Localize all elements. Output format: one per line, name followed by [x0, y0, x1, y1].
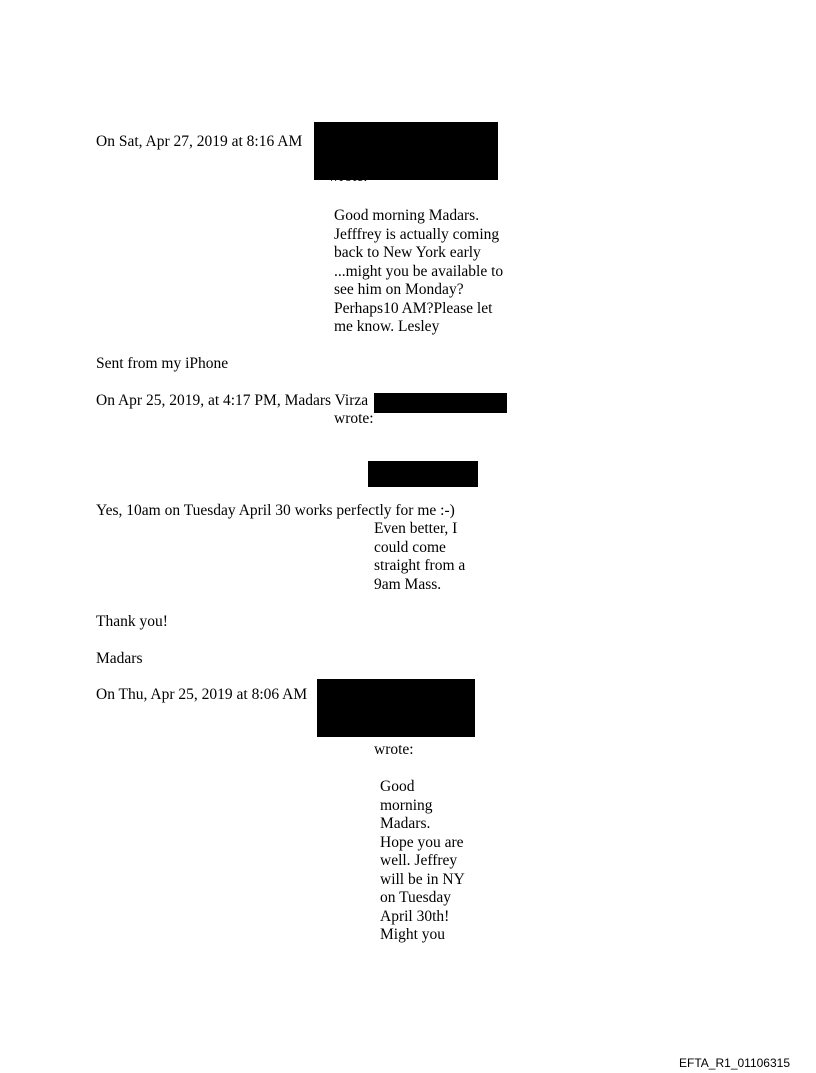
reply-thanks: Thank you!	[96, 613, 168, 630]
redaction-box	[314, 122, 498, 180]
email-header-date: On Apr 25, 2019, at 4:17 PM, Madars Virza	[96, 392, 369, 409]
reply-signature: Madars	[96, 650, 143, 667]
reply-line: Yes, 10am on Tuesday April 30 works perfectly for me :-)	[96, 502, 455, 519]
redaction-box	[317, 679, 475, 737]
email-header-wrote: wrote:	[374, 741, 414, 758]
redaction-box	[368, 461, 478, 487]
document-id-footer: EFTA_R1_01106315	[679, 1056, 790, 1070]
email-header-date: On Sat, Apr 27, 2019 at 8:16 AM	[96, 133, 303, 150]
redaction-box	[374, 393, 507, 413]
reply-continuation: Even better, I could come straight from a 9am Mass.	[374, 520, 466, 593]
email-header-date: On Thu, Apr 25, 2019 at 8:06 AM	[96, 686, 308, 703]
sent-from-line: Sent from my iPhone	[96, 355, 229, 372]
email-body-message: Good morning Madars. Hope you are well. Jeffrey will be in NY on Tuesday April 30th! Might you	[380, 778, 465, 943]
email-body-message: Good morning Madars. Jefffrey is actually coming back to New York early ...might you be available to see him on Monday? Perhaps10 AM?Please let me know. Lesley	[334, 207, 504, 335]
email-header-wrote: wrote:	[334, 410, 374, 427]
